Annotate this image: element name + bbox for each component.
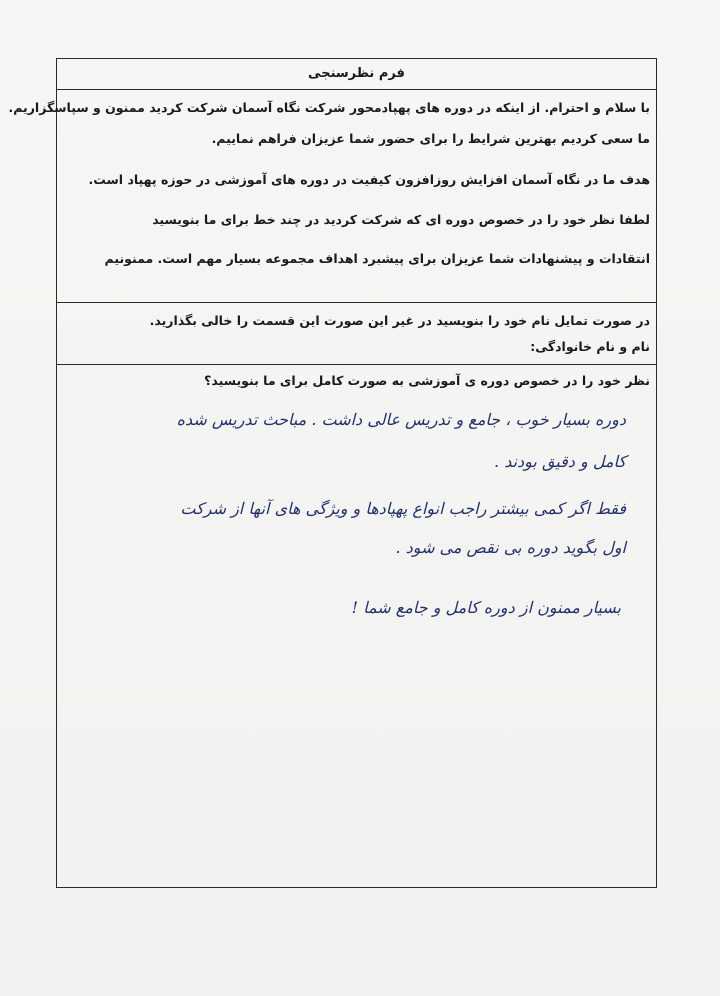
name-section	[57, 303, 656, 365]
handwritten-comment-line: اول بگوید دوره بی نقص می شود .	[395, 538, 626, 557]
intro-line: انتقادات و پیشنهادات شما عزیزان برای پیشبرد اهداف مجموعه بسیار مهم است. ممنونیم	[104, 251, 650, 266]
comment-section	[57, 365, 656, 887]
handwritten-comment-line: فقط اگر کمی بیشتر راجب انواع پهپادها و ویژگی های آنها از شرکت	[180, 499, 626, 518]
form-title: فرم نظرسنجی	[308, 66, 405, 81]
name-instruction: در صورت تمایل نام خود را بنویسید در غیر این صورت این قسمت را خالی بگذارید.	[149, 313, 650, 328]
intro-line: هدف ما در نگاه آسمان افزایش روزافزون کیفیت در دوره های آموزشی در حوزه پهپاد است.	[88, 172, 650, 187]
survey-form	[8, 58, 657, 888]
name-label: نام و نام خانوادگی:	[530, 339, 650, 354]
form-title-row	[57, 59, 656, 90]
intro-line: با سلام و احترام. از اینکه در دوره های پهپادمحور شرکت نگاه آسمان شرکت کردید ممنون و سپاسگزاریم.	[8, 100, 650, 115]
handwritten-comment-line: دوره بسیار خوب ، جامع و تدریس عالی داشت . مباحث تدریس شده	[176, 410, 626, 429]
handwritten-comment-line: بسیار ممنون از دوره کامل و جامع شما !	[351, 598, 621, 617]
comment-question: نظر خود را در خصوص دوره ی آموزشی به صورت کامل برای ما بنویسید؟	[204, 373, 650, 388]
intro-line: لطفا نظر خود را در خصوص دوره ای که شرکت کردید در چند خط برای ما بنویسید	[152, 212, 650, 227]
handwritten-comment-line: کامل و دقیق بودند .	[494, 452, 626, 471]
intro-line: ما سعی کردیم بهترین شرایط را برای حضور شما عزیزان فراهم نماییم.	[211, 131, 650, 146]
intro-section	[8, 90, 656, 303]
